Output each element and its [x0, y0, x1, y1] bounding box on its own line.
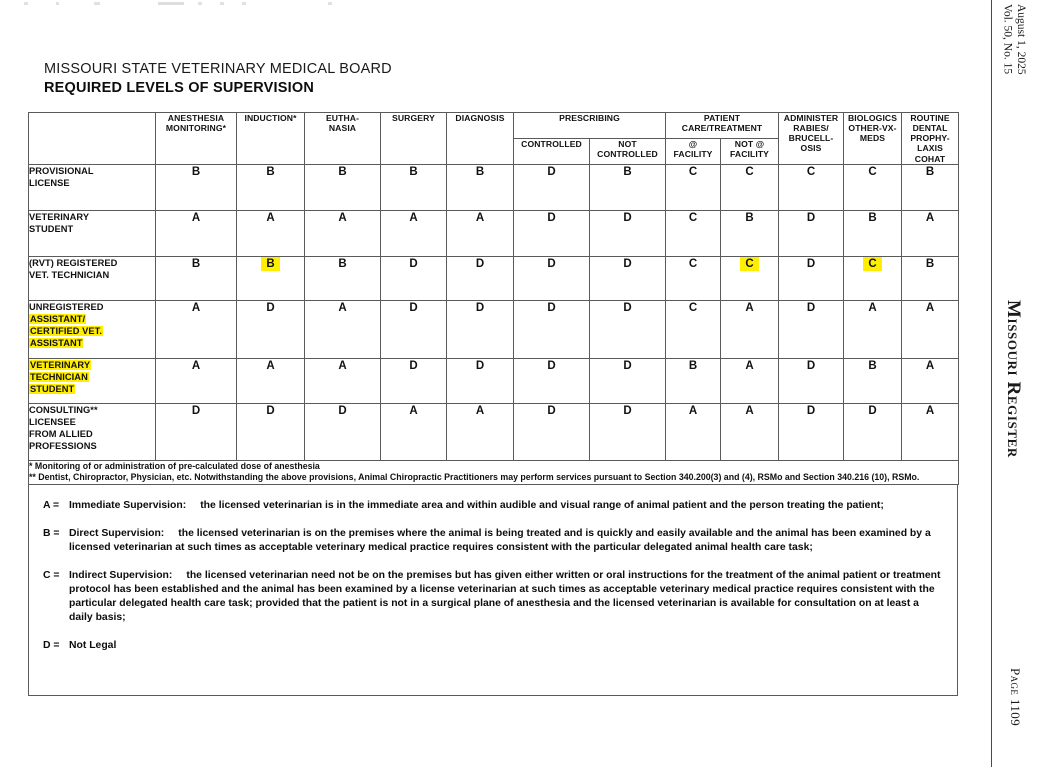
margin-divider-rule: [991, 0, 992, 767]
row1-label-line0: VETERINARY: [29, 211, 90, 222]
cell-unregassist-rabies: D: [779, 300, 844, 358]
column-header-at-facility: [666, 138, 721, 164]
column-group-header-patient-care: [666, 113, 779, 139]
row4-label-line2: STUDENT: [30, 383, 75, 394]
page-title-secondary: REQUIRED LEVELS OF SUPERVISION: [44, 79, 315, 96]
column-header-routine-dental: [902, 113, 959, 165]
row3-label-line1: ASSISTANT/: [30, 313, 86, 324]
cell-vetstudent-induction: A: [237, 210, 305, 256]
cell-provisional-at-facility: C: [666, 164, 721, 210]
cell-rvt-rabies: D: [779, 256, 844, 300]
definition-d-body: [69, 639, 943, 653]
cell-rvt-diagnosis: D: [447, 256, 514, 300]
cell-consulting-surgery: A: [381, 403, 447, 460]
cell-unregassist-at-facility: C: [666, 300, 721, 358]
cell-provisional-surgery: B: [381, 164, 447, 210]
cell-vetstudent-not-controlled: D: [590, 210, 666, 256]
cell-rvt-at-facility: C: [666, 256, 721, 300]
footnote-single-asterisk: * Monitoring of or administration of pre-calculated dose of anesthesia: [29, 460, 320, 471]
definition-a-term: Immediate Supervision:: [69, 500, 187, 511]
table-row: [29, 164, 959, 210]
cell-rvt-induction: B: [237, 256, 305, 300]
col-not-controlled-line1: NOT: [618, 138, 637, 149]
row-label-rvt-registered-vet-technician: [29, 256, 156, 300]
row2-label-line0: (RVT) REGISTERED: [29, 257, 118, 268]
cell-consulting-not-at-facility: A: [721, 403, 779, 460]
column-header-controlled: [514, 138, 590, 164]
cell-vettechstudent-euthanasia: A: [305, 358, 381, 403]
row-label-veterinary-technician-student: [29, 358, 156, 403]
cell-rvt-not-at-facility: C: [721, 256, 779, 300]
definition-c-text: the licensed veterinarian need not be on the premises but has given either written or oral instructions for the treatment of the animal patient or treatment protocol has been established and the animal has been examined by a license veterinarian at such times as acceptable veterinary medical practice requires consistent with the particular delegated health care task; provided that the patient is not in a surgical plane of anesthesia and the licensed veterinarian is available for consultation on at least a daily basis;: [69, 570, 941, 624]
definition-d-key: D =: [43, 640, 60, 652]
col-rabies-line4: OSIS: [800, 143, 822, 154]
col-not-at-facility-line1: NOT @: [734, 138, 765, 149]
definition-b: [43, 527, 943, 555]
cell-vetstudent-controlled: D: [514, 210, 590, 256]
cell-provisional-rabies: C: [779, 164, 844, 210]
cell-unregassist-diagnosis: D: [447, 300, 514, 358]
definition-a-body: [69, 499, 943, 513]
cell-vetstudent-biologics: B: [844, 210, 902, 256]
cell-consulting-anesthesia: D: [156, 403, 237, 460]
cell-unregassist-induction: D: [237, 300, 305, 358]
cell-consulting-induction: D: [237, 403, 305, 460]
cell-vetstudent-anesthesia: A: [156, 210, 237, 256]
document-title-block: [44, 60, 392, 97]
row-label-consulting-licensee: [29, 403, 156, 460]
supervision-definitions-box: [28, 484, 958, 696]
col-at-facility-line1: @: [688, 138, 698, 149]
cell-vettechstudent-surgery: D: [381, 358, 447, 403]
row4-label-line1: TECHNICIAN: [30, 371, 88, 382]
cell-vettechstudent-diagnosis: D: [447, 358, 514, 403]
cell-rvt-biologics: C: [844, 256, 902, 300]
definition-c-term: Indirect Supervision:: [69, 570, 173, 582]
footnote-double-asterisk: ** Dentist, Chiropractor, Physician, etc. Notwithstanding the above provisions, Animal Chiropractic Practitioners may perform services pursuant to Section 340.200(3) and (4), RSMo and Section 340.216 (10), RSMo.: [29, 472, 920, 483]
row-label-provisional-license: [29, 164, 156, 210]
cell-vettechstudent-rabies: D: [779, 358, 844, 403]
table-row: [29, 403, 959, 460]
cell-vetstudent-euthanasia: A: [305, 210, 381, 256]
column-header-surgery: [381, 113, 447, 165]
cell-vettechstudent-controlled: D: [514, 358, 590, 403]
cell-unregassist-euthanasia: A: [305, 300, 381, 358]
cell-provisional-not-controlled: B: [590, 164, 666, 210]
row5-label-line1: LICENSEE: [29, 416, 76, 427]
column-header-biologics: [844, 113, 902, 165]
cell-unregassist-anesthesia: A: [156, 300, 237, 358]
table-head: [29, 113, 959, 165]
cell-consulting-dental: A: [902, 403, 959, 460]
col-rabies-line3: BRUCELL-: [788, 133, 834, 144]
column-header-anesthesia: [156, 113, 237, 165]
column-header-rabies-brucellosis: [779, 113, 844, 165]
cell-provisional-not-at-facility: C: [721, 164, 779, 210]
cell-vettechstudent-induction: A: [237, 358, 305, 403]
cell-unregassist-biologics: A: [844, 300, 902, 358]
cell-rvt-controlled: D: [514, 256, 590, 300]
cell-consulting-diagnosis: A: [447, 403, 514, 460]
table-footnotes: [29, 460, 959, 484]
col-diagnosis-line1: DIAGNOSIS: [455, 113, 505, 123]
col-biologics-line1: BIOLOGICS: [847, 113, 898, 123]
supervision-table: [28, 112, 959, 485]
cell-unregassist-not-at-facility: A: [721, 300, 779, 358]
col-anesthesia-line1: ANESTHESIA: [167, 113, 225, 123]
col-dental-line4: LAXIS: [917, 143, 943, 154]
cell-consulting-biologics: D: [844, 403, 902, 460]
scan-artifact: [8, 2, 348, 5]
col-not-at-facility-line2: FACILITY: [730, 148, 770, 159]
column-header-diagnosis: [447, 113, 514, 165]
cell-vetstudent-at-facility: C: [666, 210, 721, 256]
cell-rvt-anesthesia: B: [156, 256, 237, 300]
cell-provisional-dental: B: [902, 164, 959, 210]
cell-rvt-surgery: D: [381, 256, 447, 300]
column-header-euthanasia: [305, 113, 381, 165]
row2-label-line1: VET. TECHNICIAN: [29, 269, 110, 280]
cell-consulting-euthanasia: D: [305, 403, 381, 460]
col-dental-line5: COHAT: [914, 153, 946, 164]
definition-d: [43, 639, 943, 653]
header-row-top: [29, 113, 959, 139]
cell-vettechstudent-not-at-facility: A: [721, 358, 779, 403]
cell-provisional-biologics: C: [844, 164, 902, 210]
col-rabies-line1: ADMINISTER: [783, 113, 839, 123]
col-euthanasia-line1: EUTHA-: [325, 113, 360, 123]
row5-label-line3: PROFESSIONS: [29, 440, 97, 451]
publication-running-head: Missouri Register: [1003, 300, 1024, 458]
cell-vetstudent-diagnosis: A: [447, 210, 514, 256]
definition-a-text: the licensed veterinarian is in the immediate area and within audible and visual range of animal patient and the person treating the patient;: [200, 500, 884, 511]
cell-vettechstudent-biologics: B: [844, 358, 902, 403]
row-label-unregistered-assistant: [29, 300, 156, 358]
supervision-table-wrapper: [28, 112, 958, 485]
header-corner-blank: [29, 113, 156, 165]
cell-vettechstudent-not-controlled: D: [590, 358, 666, 403]
cell-vetstudent-dental: A: [902, 210, 959, 256]
cell-unregassist-dental: A: [902, 300, 959, 358]
cell-provisional-euthanasia: B: [305, 164, 381, 210]
row0-label-line1: LICENSE: [29, 177, 70, 188]
row4-label-line0: VETERINARY: [30, 359, 91, 370]
cell-provisional-diagnosis: B: [447, 164, 514, 210]
cell-rvt-dental: B: [902, 256, 959, 300]
col-dental-line3: PROPHY-: [910, 133, 950, 144]
cell-consulting-at-facility: A: [666, 403, 721, 460]
col-induction-line1: INDUCTION*: [244, 113, 297, 123]
page-number-running-head: Page 1109: [1008, 668, 1023, 727]
col-dental-line1: ROUTINE: [910, 113, 950, 123]
cell-vettechstudent-anesthesia: A: [156, 358, 237, 403]
definition-c-key: C =: [43, 570, 60, 582]
table-row: [29, 256, 959, 300]
issue-volume: Vol. 50, No. 15: [1001, 4, 1014, 75]
definition-a: [43, 499, 943, 513]
table-footnote-row: [29, 460, 959, 484]
row3-label-line3: ASSISTANT: [30, 337, 83, 348]
cell-vetstudent-rabies: D: [779, 210, 844, 256]
group-patient-care-line2: CARE/TREATMENT: [681, 123, 763, 134]
cell-vetstudent-not-at-facility: B: [721, 210, 779, 256]
cell-consulting-not-controlled: D: [590, 403, 666, 460]
col-biologics-line3: MEDS: [859, 133, 886, 144]
definition-b-term: Direct Supervision:: [69, 528, 165, 540]
row0-label-line0: PROVISIONAL: [29, 165, 94, 176]
page-title-primary: MISSOURI STATE VETERINARY MEDICAL BOARD: [44, 61, 392, 77]
col-euthanasia-line2: NASIA: [328, 123, 357, 134]
column-header-induction: [237, 113, 305, 165]
cell-provisional-controlled: D: [514, 164, 590, 210]
definition-c-body: [69, 569, 943, 625]
cell-unregassist-not-controlled: D: [590, 300, 666, 358]
cell-unregassist-controlled: D: [514, 300, 590, 358]
cell-consulting-controlled: D: [514, 403, 590, 460]
cell-provisional-induction: B: [237, 164, 305, 210]
cell-unregassist-surgery: D: [381, 300, 447, 358]
column-group-header-prescribing: PRESCRIBING: [514, 113, 666, 139]
row3-label-line2: CERTIFIED VET.: [30, 325, 102, 336]
cell-vettechstudent-at-facility: B: [666, 358, 721, 403]
table-row: [29, 358, 959, 403]
row3-label-line0: UNREGISTERED: [29, 301, 104, 312]
definition-b-key: B =: [43, 528, 60, 540]
definition-b-body: [69, 527, 943, 555]
cell-vetstudent-surgery: A: [381, 210, 447, 256]
table-row: [29, 210, 959, 256]
col-not-controlled-line2: CONTROLLED: [597, 148, 658, 159]
col-surgery-line1: SURGERY: [392, 113, 435, 123]
issue-running-head: [1000, 4, 1027, 75]
row1-label-line1: STUDENT: [29, 223, 74, 234]
col-at-facility-line2: FACILITY: [673, 148, 713, 159]
definition-b-text: the licensed veterinarian is on the premises where the animal is being treated and is quickly and easily available and the animal has been examined by a licensed veterinarian at such times as acceptable veterinary medical practice requires consistent with the particular delegated animal health care task;: [69, 528, 931, 554]
table-body: [29, 164, 959, 484]
col-rabies-line2: RABIES/: [793, 123, 829, 134]
column-header-not-at-facility: [721, 138, 779, 164]
table-row: [29, 300, 959, 358]
issue-date: August 1, 2025: [1015, 4, 1028, 75]
cell-provisional-anesthesia: B: [156, 164, 237, 210]
col-dental-line2: DENTAL: [912, 123, 948, 134]
row-label-veterinary-student: [29, 210, 156, 256]
cell-rvt-euthanasia: B: [305, 256, 381, 300]
col-biologics-line2: OTHER-VX-: [848, 123, 897, 134]
col-controlled-line1: CONTROLLED: [521, 138, 582, 149]
group-patient-care-line1: PATIENT: [703, 113, 741, 123]
col-anesthesia-line2: MONITORING*: [165, 123, 227, 134]
cell-vettechstudent-dental: A: [902, 358, 959, 403]
cell-consulting-rabies: D: [779, 403, 844, 460]
definition-c: [43, 569, 943, 625]
definition-a-key: A =: [43, 500, 60, 511]
definition-d-term: Not Legal: [69, 640, 117, 652]
cell-rvt-not-controlled: D: [590, 256, 666, 300]
column-header-not-controlled: [590, 138, 666, 164]
row5-label-line2: FROM ALLIED: [29, 428, 93, 439]
row5-label-line0: CONSULTING**: [29, 404, 98, 415]
